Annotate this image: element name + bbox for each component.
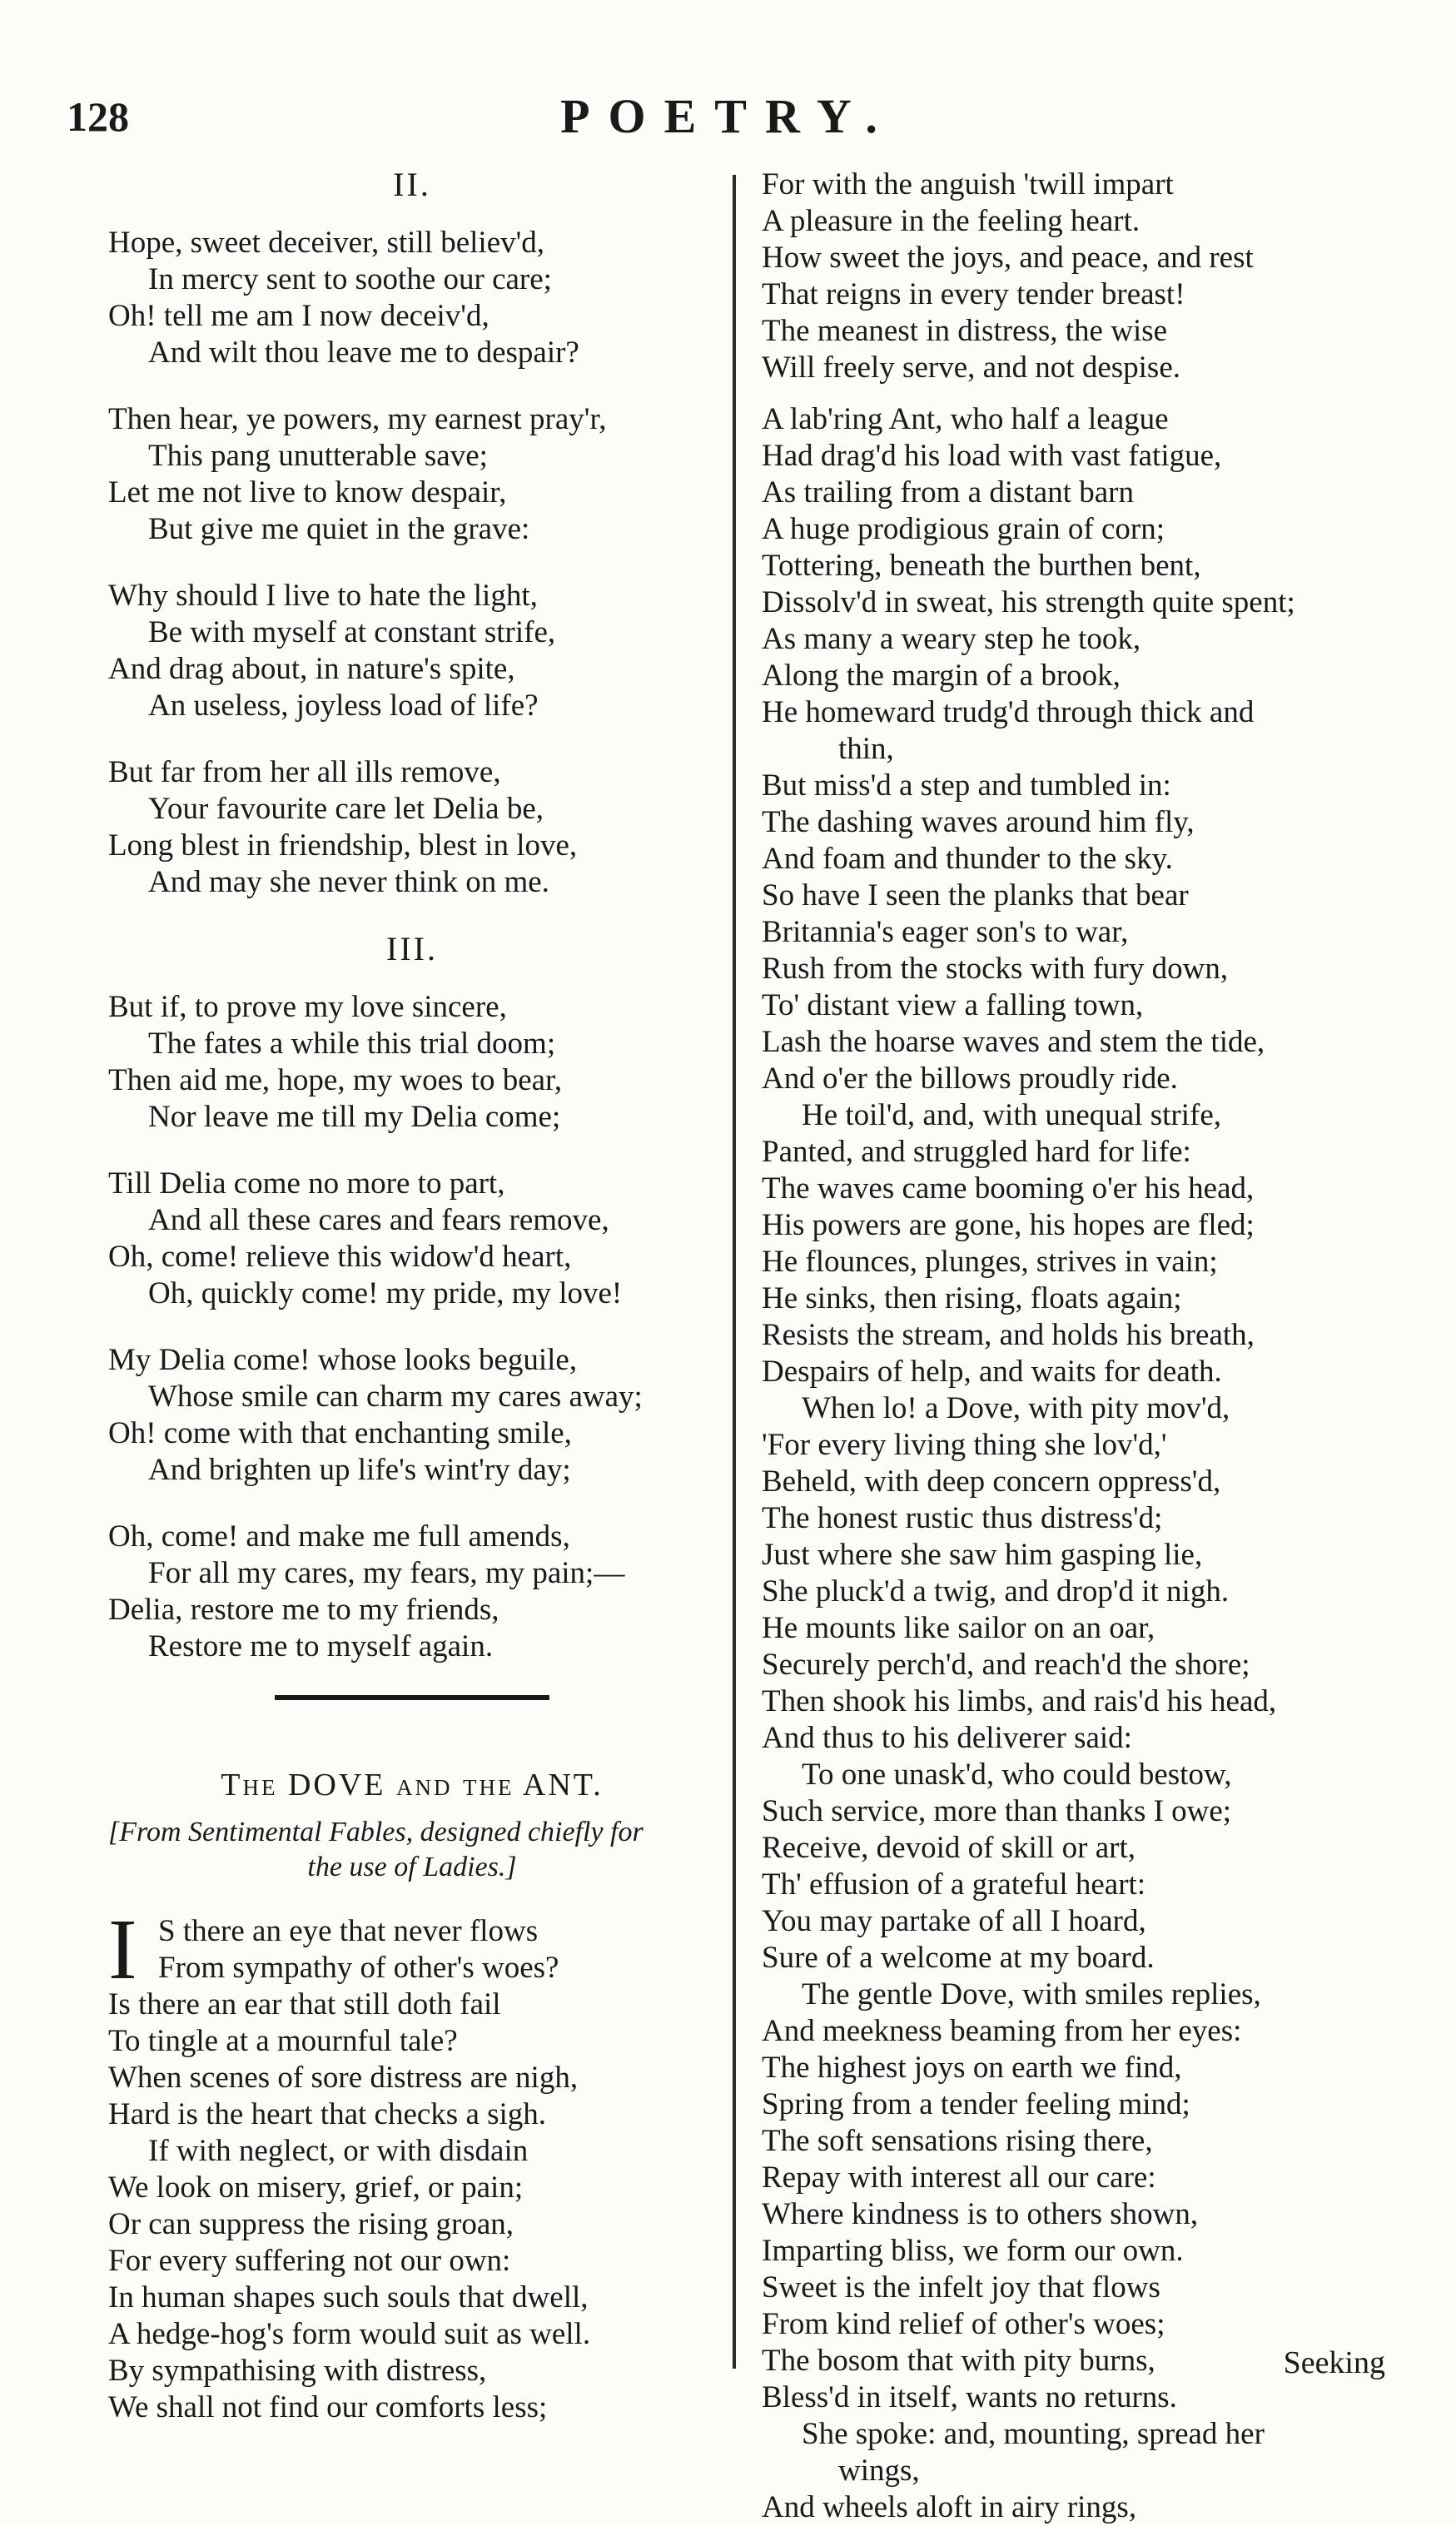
verse-line: The gentle Dove, with smiles replies, [802,1977,1261,2011]
verse-line: The fates a while this trial doom; [148,1027,556,1061]
right-lines-a [762,167,1394,386]
section-ii-stanzas [108,225,716,901]
verse-line: Oh! tell me am I now deceiv'd, [108,299,489,333]
verse-line: To tingle at a mournful tale? [108,2024,458,2058]
verse-line: She pluck'd a twig, and drop'd it nigh. [762,1574,1230,1609]
verse-line: You may partake of all I hoard, [762,1904,1146,1938]
verse-line: In human shapes such souls that dwell, [108,2280,589,2315]
verse-line: By sympathising with distress, [108,2354,487,2388]
verse-line: Tottering, beneath the burthen bent, [762,549,1201,583]
fable-title-dove: DOVE [287,1768,386,1803]
verse-line: wings, [838,2454,920,2488]
verse-line: That reigns in every tender breast! [762,277,1185,311]
verse-line: We shall not find our comforts less; [108,2390,548,2424]
verse-line: Panted, and struggled hard for life: [762,1135,1191,1169]
verse-line: And all these cares and fears remove, [148,1203,609,1237]
verse-line: My Delia come! whose looks beguile, [108,1343,578,1377]
verse-line: Such service, more than thanks I owe; [762,1794,1232,1828]
verse-line: Beheld, with deep concern oppress'd, [762,1464,1221,1499]
stanza [108,1519,716,1665]
verse-line: So have I seen the planks that bear [762,878,1189,912]
verse-line: Sure of a welcome at my board. [762,1941,1155,1975]
stanza [108,754,716,901]
page-header [0,79,1456,154]
fable-title-the: The [221,1768,278,1803]
verse-line: But give me quiet in the grave: [148,512,530,546]
verse-line: 'For every living thing she lov'd,' [762,1428,1167,1462]
verse-line: Till Delia come no more to part, [108,1166,505,1201]
verse-line: Oh, come! relieve this widow'd heart, [108,1240,572,1274]
verse-line: Whose smile can charm my cares away; [148,1380,643,1414]
verse-line: His powers are gone, his hopes are fled; [762,1208,1255,1242]
verse-line: And brighten up life's wint'ry day; [148,1453,571,1487]
verse-line: He toil'd, and, with unequal strife, [802,1098,1221,1132]
left-column [108,167,716,2426]
verse-line: Let me not live to know despair, [108,475,507,510]
verse-line: He mounts like sailor on an oar, [762,1611,1155,1645]
verse-line: Dissolv'd in sweat, his strength quite spent; [762,585,1295,619]
verse-line: In mercy sent to soothe our care; [148,262,552,296]
section-heading-iii: III. [386,930,438,967]
right-column [762,167,1394,2526]
verse-line: As trailing from a distant barn [762,475,1134,510]
section-iii-stanzas [108,989,716,1665]
fable-lines [108,1902,716,2426]
verse-line: And wilt thou leave me to despair? [148,336,579,370]
verse-line: To one unask'd, who could bestow, [802,1758,1232,1792]
verse-line: S there an eye that never flows [158,1914,539,1948]
stanza [108,225,716,371]
verse-line: A huge prodigious grain of corn; [762,512,1165,546]
verse-line: Th' effusion of a grateful heart: [762,1867,1146,1902]
verse-line: But if, to prove my love sincere, [108,990,507,1024]
verse-line: A pleasure in the feeling heart. [762,204,1140,238]
verse-line: From sympathy of other's woes? [158,1951,559,1985]
stanza [108,1166,716,1312]
right-lines-b [762,401,1394,2526]
stanza [108,401,716,548]
verse-line: A lab'ring Ant, who half a league [762,402,1169,436]
verse-line: Where kindness is to others shown, [762,2197,1199,2231]
verse-line: How sweet the joys, and peace, and rest [762,241,1254,275]
stanza [108,1342,716,1489]
verse-line: And drag about, in nature's spite, [108,652,515,686]
fable-source-line-2: the use of Ladies.] [307,1852,517,1882]
verse-line: Then hear, ye powers, my earnest pray'r, [108,402,607,436]
verse-line: And meekness beaming from her eyes: [762,2014,1242,2048]
verse-line: And wheels aloft in airy rings, [762,2490,1137,2524]
verse-line: Hard is the heart that checks a sigh. [108,2097,547,2131]
fable-source-line-1: [From Sentimental Fables, designed chiefly for [108,1817,644,1847]
verse-line: He homeward trudg'd through thick and [762,695,1255,729]
verse-line: The honest rustic thus distress'd; [762,1501,1163,1535]
column-divider [733,175,736,2369]
verse-line: The meanest in distress, the wise [762,314,1168,348]
verse-line: And foam and thunder to the sky. [762,842,1173,876]
stanza [108,578,716,724]
verse-line: If with neglect, or with disdain [148,2134,529,2168]
section-divider-rule [275,1695,549,1700]
verse-line: He flounces, plunges, strives in vain; [762,1245,1218,1279]
verse-line: An useless, joyless load of life? [148,689,539,723]
verse-line: The soft sensations rising there, [762,2124,1153,2158]
verse-line: We look on misery, grief, or pain; [108,2170,524,2205]
fable-title [108,1767,716,1803]
verse-line: The highest joys on earth we find, [762,2051,1182,2085]
verse-line: This pang unutterable save; [148,439,488,473]
verse-line: Nor leave me till my Delia come; [148,1100,561,1134]
verse-line: Restore me to myself again. [148,1629,494,1663]
verse-line: Bless'd in itself, wants no returns. [762,2380,1177,2414]
fable-opening [108,1902,716,2426]
verse-line: Repay with interest all our care: [762,2161,1156,2195]
verse-line: Oh! come with that enchanting smile, [108,1416,572,1450]
verse-line: Delia, restore me to my friends, [108,1593,499,1627]
verse-line: But far from her all ills remove, [108,755,501,789]
verse-line: Is there an ear that still doth fail [108,1987,501,2021]
verse-line: She spoke: and, mounting, spread her [802,2417,1265,2451]
verse-line: Be with myself at constant strife, [148,615,556,649]
verse-line: To' distant view a falling town, [762,988,1144,1022]
verse-line: And thus to his deliverer said: [762,1721,1132,1755]
verse-line: Rush from the stocks with fury down, [762,952,1229,986]
verse-line: When scenes of sore distress are nigh, [108,2061,579,2095]
verse-line: Or can suppress the rising groan, [108,2207,514,2241]
verse-line: For every suffering not our own: [108,2244,511,2278]
verse-line: Resists the stream, and holds his breath, [762,1318,1255,1352]
verse-line: Receive, devoid of skill or art, [762,1831,1136,1865]
verse-line: For all my cares, my fears, my pain;— [148,1556,625,1590]
verse-line: Along the margin of a brook, [762,659,1121,693]
verse-line: Will freely serve, and not despise. [762,351,1180,385]
catchword: Seeking [1283,2345,1385,2380]
verse-line: Oh, come! and make me full amends, [108,1519,570,1554]
verse-line: When lo! a Dove, with pity mov'd, [802,1391,1230,1425]
fable-title-and-the: and the [396,1768,514,1803]
verse-line: Had drag'd his load with vast fatigue, [762,439,1222,473]
verse-line: Why should I live to hate the light, [108,579,538,613]
verse-line: Securely perch'd, and reach'd the shore; [762,1648,1250,1682]
verse-line: The bosom that with pity burns, [762,2344,1155,2378]
verse-line: For with the anguish 'twill impart [762,167,1174,201]
verse-line: A hedge-hog's form would suit as well. [108,2317,591,2351]
verse-line: The dashing waves around him fly, [762,805,1195,839]
verse-line: Lash the hoarse waves and stem the tide, [762,1025,1265,1059]
verse-line: He sinks, then rising, floats again; [762,1281,1182,1315]
verse-line: Imparting bliss, we form our own. [762,2234,1184,2268]
verse-line: Then aid me, hope, my woes to bear, [108,1063,563,1097]
verse-line: Spring from a tender feeling mind; [762,2087,1190,2121]
verse-line: Long blest in friendship, blest in love, [108,828,578,863]
fable-title-ant: ANT. [522,1768,604,1803]
section-heading-ii: II. [393,166,431,203]
verse-line: Hope, sweet deceiver, still believ'd, [108,226,545,260]
verse-line: And may she never think on me. [148,865,549,899]
verse-line: The waves came booming o'er his head, [762,1171,1255,1206]
verse-line: As many a weary step he took, [762,622,1141,656]
verse-line: And o'er the billows proudly ride. [762,1062,1178,1096]
verse-line: Then shook his limbs, and rais'd his head, [762,1684,1277,1718]
verse-line: thin, [838,732,894,766]
stanza [108,989,716,1136]
verse-line: Britannia's eager son's to war, [762,915,1129,949]
verse-line: Despairs of help, and waits for death. [762,1355,1222,1389]
running-title: POETRY. [560,89,896,143]
verse-line: Your favourite care let Delia be, [148,792,544,826]
verse-line: Just where she saw him gasping lie, [762,1538,1203,1572]
verse-line: Oh, quickly come! my pride, my love! [148,1276,623,1310]
verse-line: But miss'd a step and tumbled in: [762,768,1171,803]
verse-line: From kind relief of other's woes; [762,2307,1165,2341]
drop-cap: I [108,1902,137,1997]
page-number: 128 [67,93,129,140]
verse-line: Sweet is the infelt joy that flows [762,2270,1160,2305]
